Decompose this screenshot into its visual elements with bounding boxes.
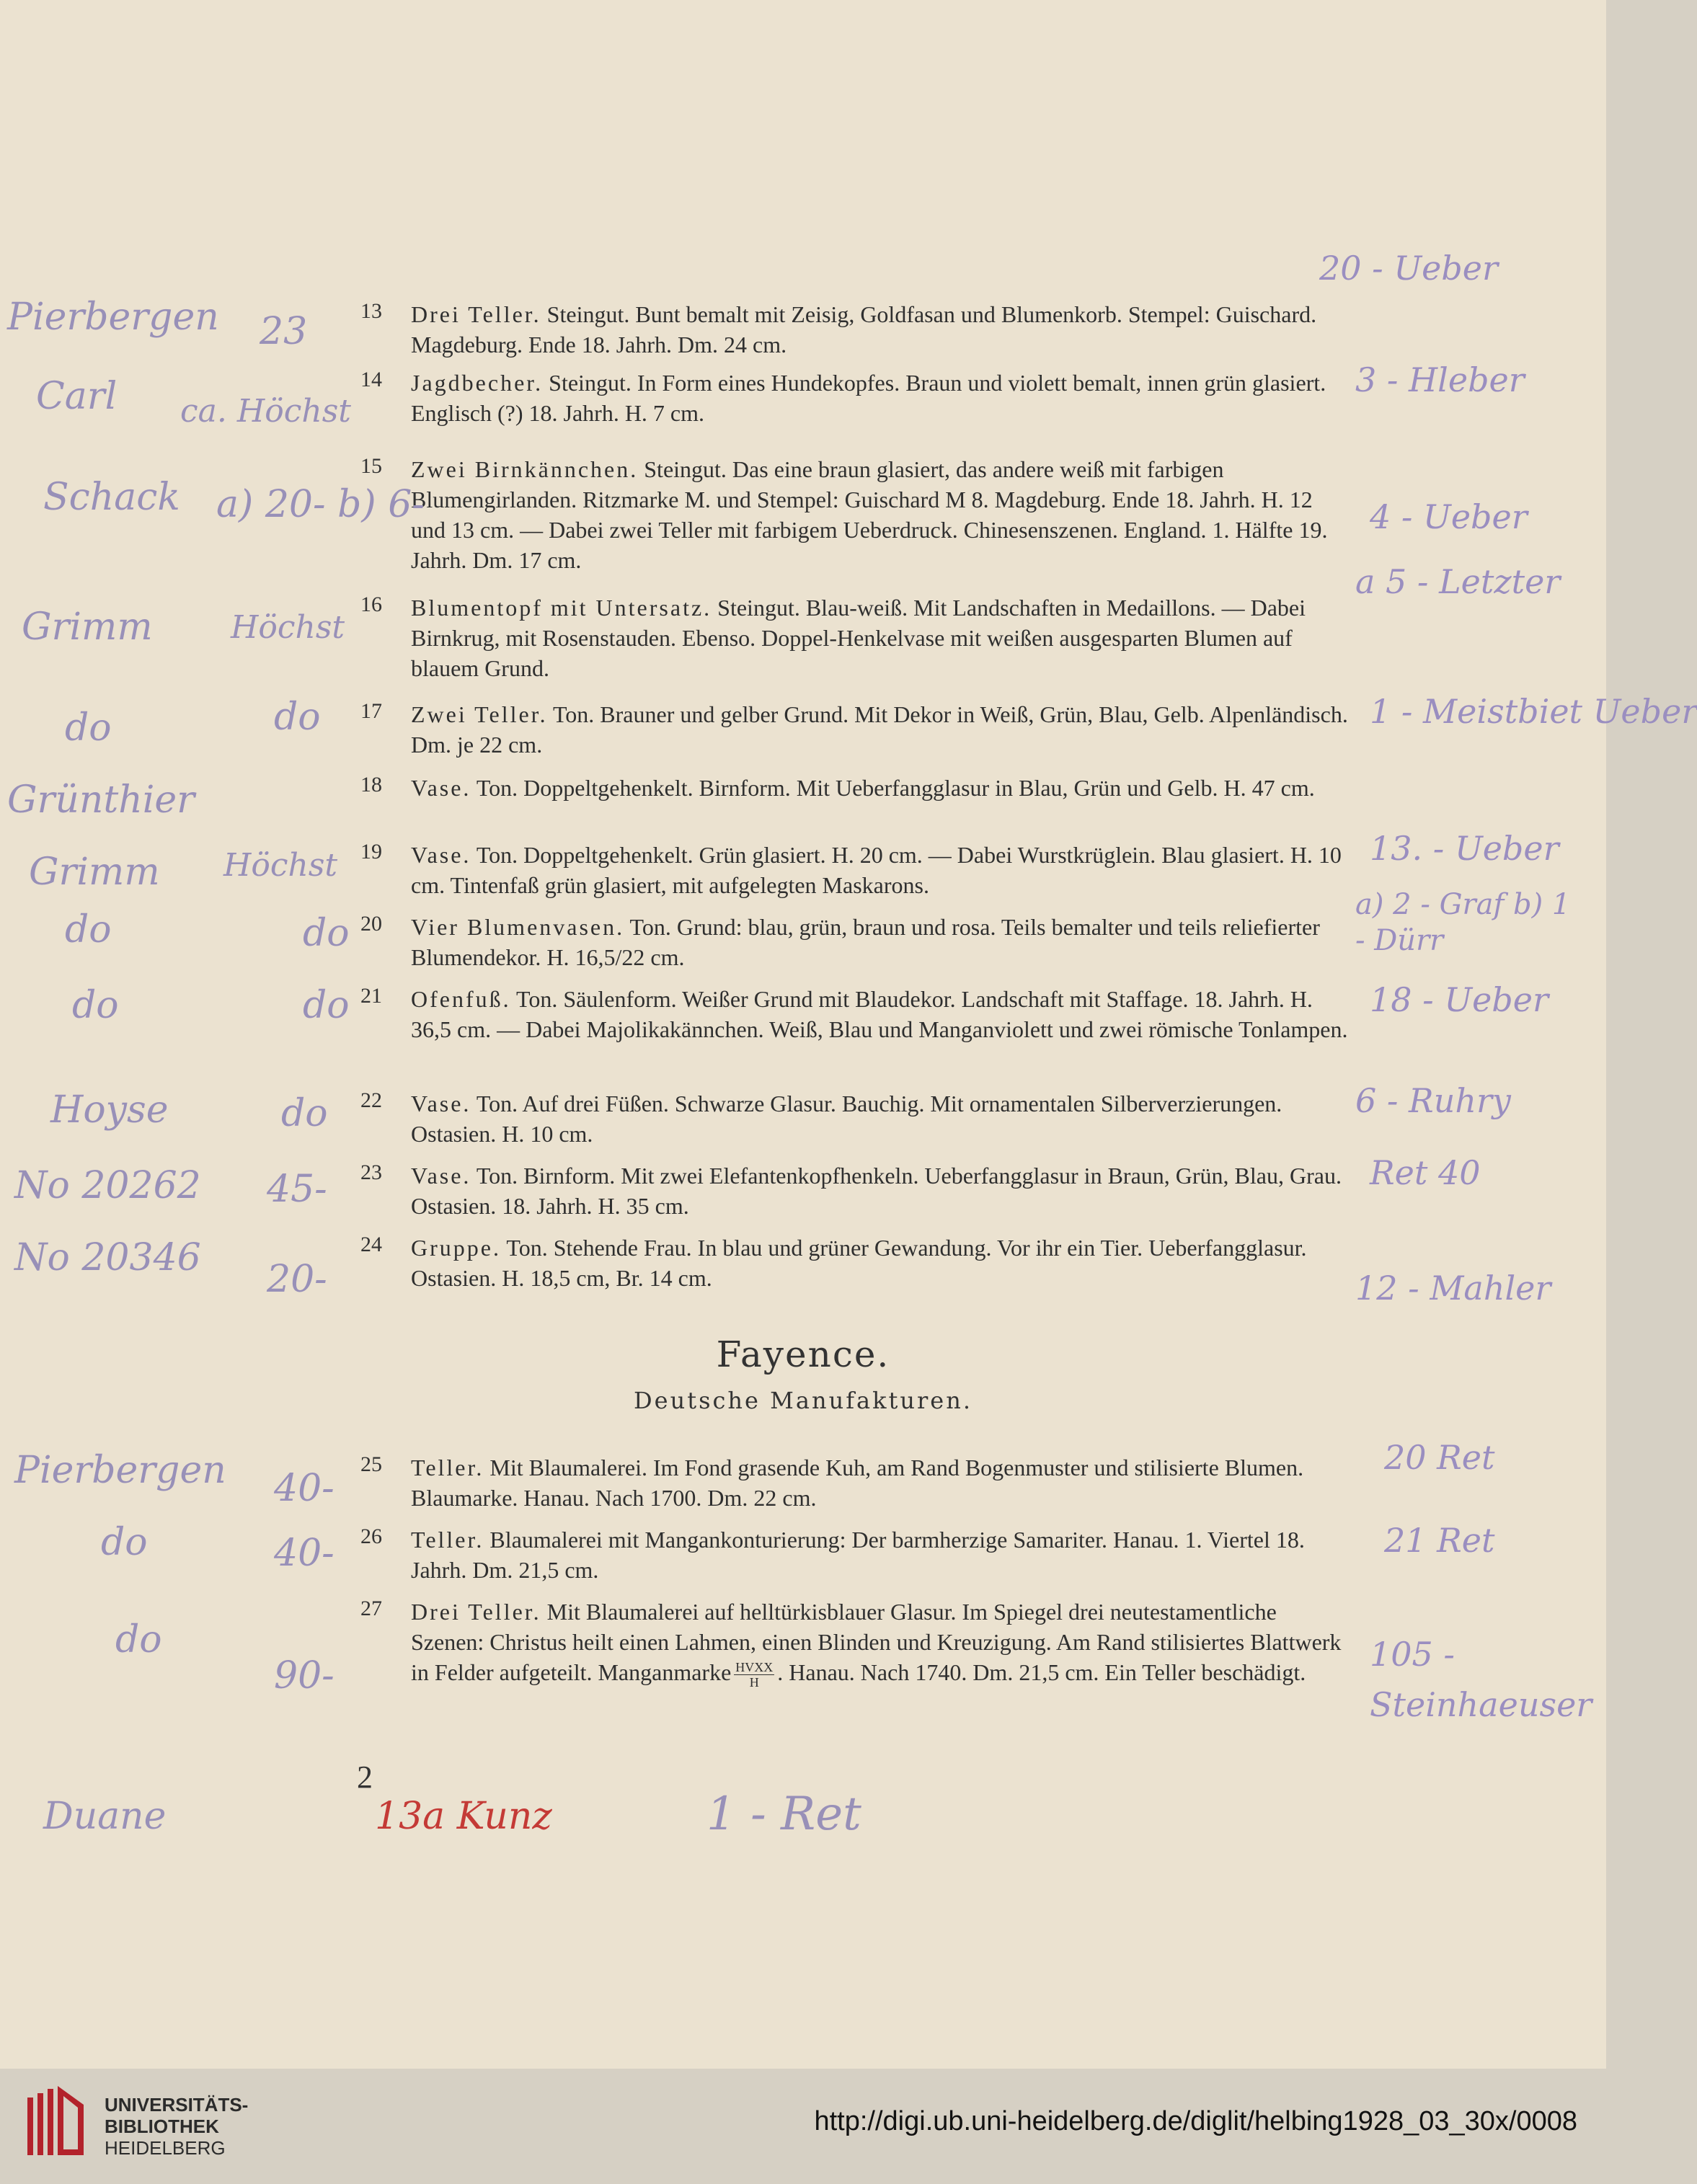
page-number: 2	[357, 1759, 373, 1795]
handwritten-buyer: Grünthier	[7, 778, 195, 822]
entry-number: 13	[360, 299, 382, 323]
handwritten-note: 6 - Ruhry	[1355, 1081, 1511, 1120]
handwritten-note: 105 - Steinhaeuser	[1370, 1635, 1592, 1724]
handwritten-buyer: Grimm	[22, 605, 153, 649]
entry-number: 14	[360, 368, 382, 391]
entry-body: Steingut. Blau-weiß. Mit Landschaften in Medaillons. — Dabei Birnkrug, mit Rosenstauden. Ebenso. Doppel-Henkelvase mit weißen ausgesparten Blumen auf blauem Grund.	[411, 595, 1306, 681]
entry-text	[411, 1088, 1348, 1149]
entry-number: 26	[360, 1524, 382, 1548]
handwritten-note: 13. - Ueber	[1370, 829, 1559, 868]
handwritten-price: ca. Höchst	[180, 393, 351, 430]
entry-number: 20	[360, 912, 382, 936]
entry-text	[411, 1597, 1348, 1690]
handwritten-buyer: do	[65, 706, 112, 750]
handwritten-buyer: do	[65, 908, 112, 951]
section-heading	[0, 1333, 1606, 1414]
handwritten-price: do	[281, 1092, 328, 1135]
library-name-line: HEIDELBERG	[105, 2137, 226, 2159]
entry-title: Teller.	[411, 1455, 484, 1481]
entry-title: Vase.	[411, 842, 471, 868]
handwritten-buyer: Schack	[43, 476, 180, 519]
entry-title: Vase.	[411, 1091, 471, 1117]
entry-text	[411, 454, 1348, 575]
library-logo-icon	[22, 2083, 101, 2162]
entry-text	[411, 1233, 1348, 1293]
mark-fraction: $\frac{\text{HVXX}}{H}$	[735, 1660, 774, 1690]
handwritten-buyer: do	[72, 984, 119, 1027]
entry-body: Ton. Doppeltgehenkelt. Birnform. Mit Ueberfangglasur in Blau, Grün und Gelb. H. 47 cm.	[476, 775, 1315, 801]
section-subtitle: Deutsche Manufakturen.	[634, 1387, 972, 1414]
source-url-link[interactable]: http://digi.ub.uni-heidelberg.de/diglit/helbing1928_03_30x/0008	[814, 2106, 1577, 2136]
entry-title: Blumentopf mit Untersatz.	[411, 595, 712, 621]
entry-title: Jagdbecher.	[411, 370, 544, 396]
handwritten-price: 40-	[274, 1467, 334, 1510]
entry-number: 22	[360, 1088, 382, 1112]
entry-number: 18	[360, 773, 382, 796]
entry-text	[411, 299, 1348, 360]
entry-body: Blaumalerei mit Mangankonturierung: Der barmherzige Samariter. Hanau. 1. Viertel 18. Jahrh. Dm. 21,5 cm.	[411, 1527, 1305, 1583]
entry-number: 27	[360, 1597, 382, 1620]
handwritten-buyer: Pierbergen	[7, 296, 219, 339]
entry-title: Zwei Teller.	[411, 701, 548, 727]
entry-body: Steingut. Das eine braun glasiert, das andere weiß mit farbigen Blumengirlanden. Ritzmarke M. und Stempel: Guischard M 8. Magdeburg. Ende 18. Jahrh. H. 12 und 13 cm. — Dabei zwei Teller mit farbigem Ueberdruck. Chinesenszenen. England. 1. Hälfte 19. Jahrh. Dm. 17 cm.	[411, 456, 1328, 573]
handwritten-buyer: Carl	[36, 375, 118, 418]
entry-number: 24	[360, 1233, 382, 1256]
handwritten-buyer: Hoyse	[50, 1088, 169, 1132]
entry-text	[411, 1160, 1348, 1221]
handwritten-price: do	[274, 696, 321, 739]
entry-text	[411, 984, 1348, 1044]
handwritten-note: 12 - Mahler	[1355, 1269, 1551, 1308]
entry-number: 19	[360, 840, 382, 864]
entry-title: Vase.	[411, 775, 471, 801]
handwritten-buyer: No 20346	[14, 1236, 201, 1279]
entry-body: Ton. Birnform. Mit zwei Elefantenkopfhenkeln. Ueberfangglasur in Braun, Grün, Blau, Grau. Ostasien. 18. Jahrh. H. 35 cm.	[411, 1163, 1342, 1219]
handwritten-note: 4 - Ueber	[1370, 497, 1528, 536]
entry-body: Steingut. Bunt bemalt mit Zeisig, Goldfasan und Blumenkorb. Stempel: Guischard. Magdeburg. Ende 18. Jahrh. Dm. 24 cm.	[411, 301, 1317, 358]
entry-body-end: . Hanau. Nach 1740. Dm. 21,5 cm. Ein Teller beschädigt.	[777, 1659, 1306, 1685]
entry-number: 21	[360, 984, 382, 1008]
handwritten-note: 18 - Ueber	[1370, 980, 1548, 1019]
handwritten-price: 20-	[267, 1258, 327, 1301]
entry-number: 25	[360, 1452, 382, 1476]
handwritten-buyer: do	[115, 1618, 162, 1661]
entry-number: 15	[360, 454, 382, 478]
entry-body: Mit Blaumalerei auf helltürkisblauer Glasur. Im Spiegel drei neutestamentliche Szenen: Christus heilt einen Lahmen, einen Blinden und Kreuzigung. Am Rand stilisiertes Blattwerk in Felder aufgeteilt. Manganmarke	[411, 1599, 1342, 1685]
entry-title: Gruppe.	[411, 1235, 501, 1261]
entry-body: Ton. Doppeltgehenkelt. Grün glasiert. H. 20 cm. — Dabei Wurstkrüglein. Blau glasiert. H. 10 cm. Tintenfaß grün glasiert, mit aufgelegten Maskarons.	[411, 842, 1342, 898]
entry-number: 17	[360, 699, 382, 723]
handwritten-price: 45-	[267, 1168, 327, 1211]
handwritten-price: Höchst	[223, 847, 338, 884]
entry-text	[411, 912, 1348, 972]
handwritten-bottom-mid: 13a Kunz	[375, 1795, 552, 1838]
entry-title: Teller.	[411, 1527, 484, 1553]
handwritten-price: 90-	[274, 1654, 334, 1697]
entry-title: Zwei Birnkännchen.	[411, 456, 639, 482]
handwritten-price: do	[303, 912, 350, 955]
handwritten-bottom-right: 1 - Ret	[706, 1788, 861, 1841]
entry-body: Ton. Brauner und gelber Grund. Mit Dekor in Weiß, Grün, Blau, Gelb. Alpenländisch. Dm. je 22 cm.	[411, 701, 1348, 758]
entry-body: Ton. Grund: blau, grün, braun und rosa. Teils bemalter und teils reliefierter Blumendekor. H. 16,5/22 cm.	[411, 914, 1320, 970]
handwritten-note: a 5 - Letzter	[1355, 562, 1561, 601]
entry-number: 23	[360, 1160, 382, 1184]
entry-text	[411, 368, 1348, 428]
handwritten-buyer: Pierbergen	[14, 1449, 226, 1492]
handwritten-price: Höchst	[231, 609, 345, 646]
entry-title: Vier Blumenvasen.	[411, 914, 625, 940]
handwritten-bottom-left: Duane	[43, 1795, 167, 1838]
section-title: Fayence.	[716, 1333, 890, 1375]
entry-body: Ton. Auf drei Füßen. Schwarze Glasur. Bauchig. Mit ornamentalen Silberverzierungen. Ostasien. H. 10 cm.	[411, 1091, 1282, 1147]
entry-body: Ton. Stehende Frau. In blau und grüner Gewandung. Vor ihr ein Tier. Ueberfangglasur. Ostasien. H. 18,5 cm, Br. 14 cm.	[411, 1235, 1307, 1291]
handwritten-note: 20 Ret	[1384, 1438, 1495, 1477]
library-name-line: UNIVERSITÄTS-	[105, 2094, 249, 2116]
handwritten-note: 3 - Hleber	[1355, 360, 1525, 399]
entry-text	[411, 773, 1348, 803]
entry-title: Ofenfuß.	[411, 986, 511, 1012]
handwritten-price: 23	[260, 310, 308, 353]
handwritten-note: Ret 40	[1370, 1153, 1481, 1192]
handwritten-price: a) 20- b) 6-	[216, 483, 425, 526]
entry-title: Drei Teller.	[411, 1599, 541, 1625]
library-name-line: BIBLIOTHEK	[105, 2116, 219, 2137]
handwritten-buyer: Grimm	[29, 851, 160, 894]
handwritten-buyer: do	[101, 1521, 148, 1564]
entry-body: Ton. Säulenform. Weißer Grund mit Blaudekor. Landschaft mit Staffage. 18. Jahrh. H. 36,5 cm. — Dabei Majolikakännchen. Weiß, Blau und Manganviolett und zwei römische Tonlampen.	[411, 986, 1348, 1042]
entry-text	[411, 1452, 1348, 1513]
entry-text	[411, 1524, 1348, 1585]
handwritten-note: 21 Ret	[1384, 1521, 1495, 1560]
library-name	[105, 2094, 248, 2159]
entry-text	[411, 699, 1348, 760]
entry-body: Steingut. In Form eines Hundekopfes. Braun und violett bemalt, innen grün glasiert. Englisch (?) 18. Jahrh. H. 7 cm.	[411, 370, 1326, 426]
handwritten-note: 1 - Meistbiet Ueber	[1370, 692, 1697, 731]
entry-title: Drei Teller.	[411, 301, 541, 327]
entry-body: Mit Blaumalerei. Im Fond grasende Kuh, am Rand Bogenmuster und stilisierte Blumen. Blaumarke. Hanau. Nach 1700. Dm. 22 cm.	[411, 1455, 1304, 1511]
handwritten-note: a) 2 - Graf b) 1 - Dürr	[1355, 888, 1571, 957]
handwritten-price: 40-	[274, 1532, 334, 1575]
handwritten-buyer: No 20262	[14, 1164, 201, 1207]
handwritten-price: do	[303, 984, 350, 1027]
handwritten-note: 20 - Ueber	[1319, 249, 1498, 288]
entry-text	[411, 840, 1348, 900]
entry-number: 16	[360, 592, 382, 616]
entry-text	[411, 592, 1348, 683]
entry-title: Vase.	[411, 1163, 471, 1189]
